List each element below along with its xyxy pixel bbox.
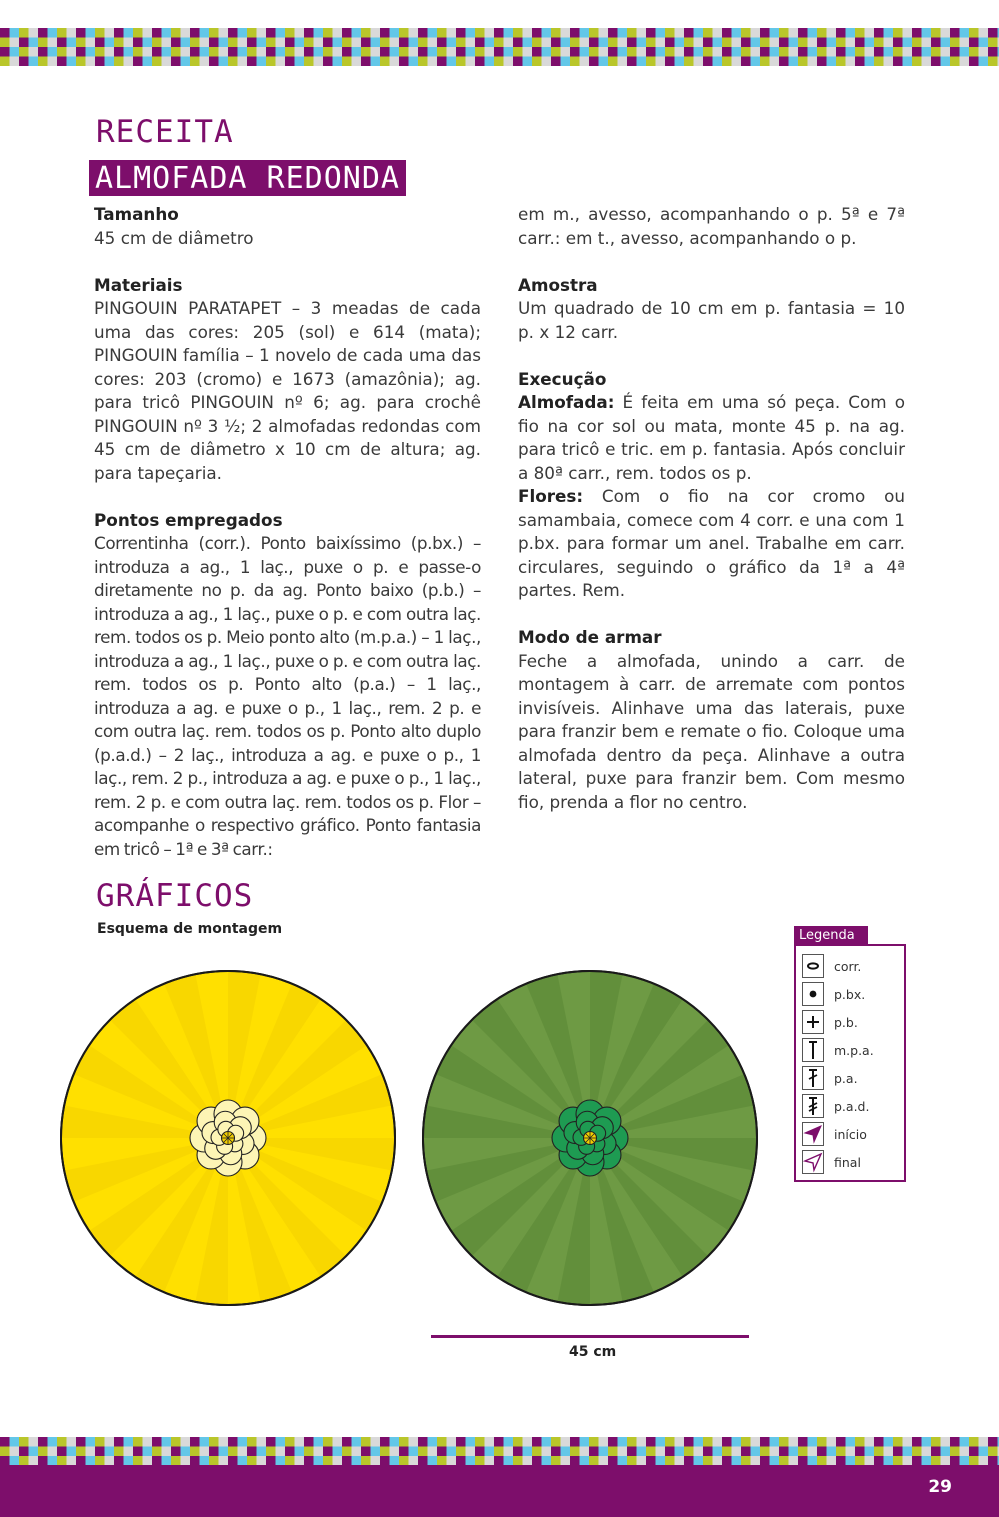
cushion-diagram	[54, 958, 774, 1318]
yellow-cushion-illustration	[61, 971, 395, 1305]
text-almofada	[518, 391, 905, 485]
diagram-subtitle: Esquema de montagem	[97, 921, 283, 937]
dot-icon	[803, 983, 823, 1005]
dimension-label: 45 cm	[569, 1344, 617, 1360]
section-label-receita: RECEITA	[96, 114, 234, 150]
t-bar-two-cross-icon	[803, 1095, 823, 1117]
chain-oval-icon	[803, 955, 823, 977]
legend-box	[794, 944, 906, 1182]
text-materiais: PINGOUIN PARATAPET – 3 meadas de cada uma das cores: 205 (sol) e 614 (mata); PINGOUIN família – 1 novelo de cada uma das cores: 203 (cromo) e 1673 (amazônia); ag. para tricô PINGOUIN nº 6; ag. para crochê PINGOUIN nº 3 ½; 2 almofadas redondas com 45 cm de diâmetro x 10 cm de altura; ag. para tapeçaria.	[94, 298, 481, 483]
label-almofada: Almofada:	[518, 392, 615, 412]
flower-icon	[190, 1100, 266, 1176]
legend-symbol	[802, 1094, 824, 1118]
plus-icon	[803, 1011, 823, 1033]
flower-icon	[552, 1100, 628, 1176]
text-tamanho: 45 cm de diâmetro	[94, 227, 254, 248]
footer-band	[0, 1465, 999, 1517]
heading-modo: Modo de armar	[518, 627, 662, 647]
arrow-filled-icon	[803, 1123, 823, 1145]
legend-label: p.b.	[834, 1015, 858, 1030]
text-continuation: em m., avesso, acompanhando o p. 5ª e 7ª carr.: em t., avesso, acompanhando o p.	[518, 204, 905, 248]
t-bar-icon	[803, 1039, 823, 1061]
legend-symbol	[802, 1122, 824, 1146]
t-bar-one-cross-icon	[803, 1067, 823, 1089]
dimension-line	[431, 1335, 749, 1338]
legend-symbol	[802, 954, 824, 978]
legend-symbol	[802, 1010, 824, 1034]
legend-label: corr.	[834, 959, 862, 974]
legend-label: final	[834, 1155, 861, 1170]
body-flores: Com o fio na cor cromo ou samambaia, comece com 4 corr. e una com 1 p.bx. para formar um anel. Trabalhe em carr. circulares, seguindo o gráfico da 1ª a 4ª partes. Rem.	[518, 486, 906, 600]
checker-pattern	[0, 1437, 999, 1465]
body-almofada: É feita em uma só peça. Com o fio na cor sol ou mata, monte 45 p. na ag. para tricô e tric. em p. fantasia. Após concluir a 80ª carr., rem. todos os p.	[518, 392, 905, 483]
legend-label: m.p.a.	[834, 1043, 874, 1058]
text-flores	[518, 485, 905, 603]
arrow-outline-icon	[803, 1151, 823, 1173]
heading-tamanho: Tamanho	[94, 204, 179, 224]
legend-label: p.a.	[834, 1071, 858, 1086]
label-flores: Flores:	[518, 486, 584, 506]
section-title-graficos: GRÁFICOS	[96, 878, 254, 914]
text-amostra: Um quadrado de 10 cm em p. fantasia = 10 p. x 12 carr.	[518, 298, 905, 342]
green-cushion-illustration	[423, 971, 757, 1305]
text-pontos: Correntinha (corr.). Ponto baixíssimo (p.bx.) – introduza a ag., 1 laç., puxe o p. e passe-o diretamente no p. da ag. Ponto baixo (p.b.) – introduza a ag., 1 laç., puxe o p. e com outra laç. rem. todos os p. Meio ponto alto (m.p.a.) – 1 laç., introduza a ag., 1 laç., puxe o p. e com outra laç. rem. todos os p. Ponto alto (p.a.) – 1 laç., introduza a ag. e puxe o p., 1 laç., rem. 2 p. e com outra laç. rem. todos os p. Ponto alto duplo (p.a.d.) – 2 laç., introduza a ag. e puxe o p., 1 laç., rem. 2 p., introduza a ag. e puxe o p., 1 laç., rem. 2 p. e com outra laç. rem. todos os p. Flor – acompanhe o respectivo gráfico. Ponto fantasia em tricô – 1ª e 3ª carr.:	[94, 533, 481, 859]
heading-materiais: Materiais	[94, 274, 183, 295]
heading-execucao: Execução	[518, 368, 607, 389]
right-text-column	[518, 203, 905, 814]
legend-label: início	[834, 1127, 867, 1142]
text-modo: Feche a almofada, unindo a carr. de montagem à carr. de arremate com pontos invisíveis. Alinhave uma das laterais, puxe para franzir bem e remate o fio. Coloque uma almofada dentro da peça. Alinhave a outra lateral, puxe para franzir bem. Com mesmo fio, prenda a flor no centro.	[518, 650, 905, 812]
left-text-column	[94, 203, 481, 861]
legend-symbol	[802, 982, 824, 1006]
legend-symbol	[802, 1038, 824, 1062]
legend-symbol	[802, 1150, 824, 1174]
legend-title: Legenda	[794, 926, 868, 945]
legend-label: p.a.d.	[834, 1099, 870, 1114]
top-checker-border	[0, 28, 999, 68]
legend-symbol	[802, 1066, 824, 1090]
heading-pontos: Pontos empregados	[94, 509, 283, 530]
recipe-title: ALMOFADA REDONDA	[89, 160, 406, 196]
page-number: 29	[928, 1477, 952, 1497]
checker-pattern	[0, 28, 999, 68]
heading-amostra: Amostra	[518, 274, 598, 295]
legend-label: p.bx.	[834, 987, 866, 1002]
